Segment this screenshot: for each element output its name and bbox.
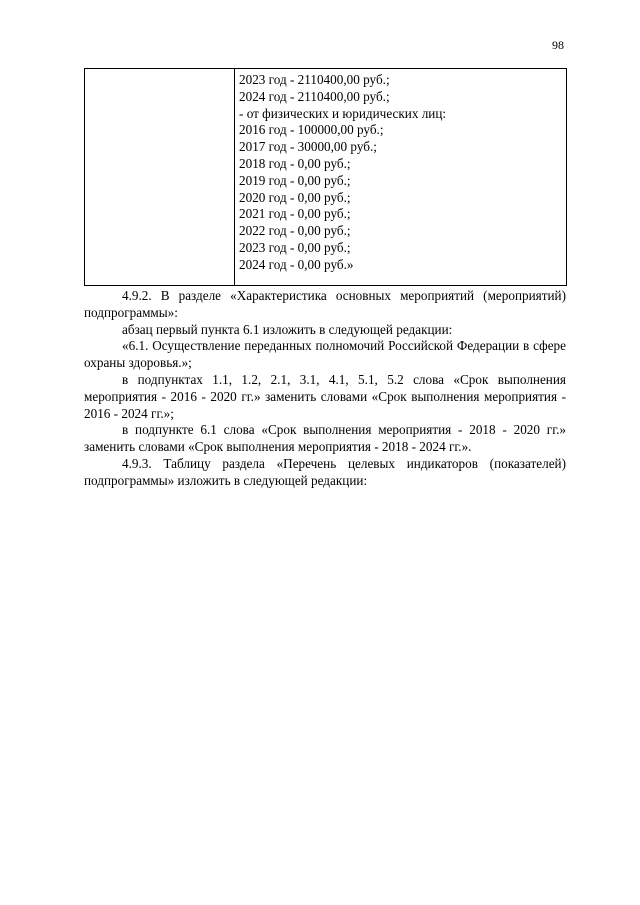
funding-line: 2024 год - 0,00 руб.» [239,256,354,272]
funding-line: 2022 год - 0,00 руб.; [239,223,351,239]
funding-line: - от физических и юридических лиц: [239,105,447,121]
paragraph-4-9-3: 4.9.3. Таблицу раздела «Перечень целевых индикаторов (показателей) подпрограммы» изложить в следующей редакции: [84,455,566,488]
paragraph-quote-6-1: «6.1. Осуществление переданных полномочий Российской Федерации в сфере охраны здоровья.»; [84,338,566,371]
document-body [84,288,566,490]
funding-line: 2016 год - 100000,00 руб.; [239,122,384,138]
table-cell-right [235,69,567,286]
funding-lines [235,69,566,274]
funding-line: 2023 год - 0,00 руб.; [239,239,351,255]
funding-line: 2021 год - 0,00 руб.; [239,206,351,222]
table-row [85,69,567,286]
table-cell-left [85,69,235,286]
funding-line: 2017 год - 30000,00 руб.; [239,139,377,155]
funding-line: 2024 год - 2110400,00 руб.; [239,88,390,104]
paragraph-first-of-6-1: абзац первый пункта 6.1 изложить в следующей редакции: [122,321,453,337]
page-number: 98 [552,38,564,52]
paragraph-subitems-replacement: в подпунктах 1.1, 1.2, 2.1, 3.1, 4.1, 5.1, 5.2 слова «Срок выполнения мероприятия - 2016 - 2020 гг.» заменить словами «Срок выполнения мероприятия - 2016 - 2024 гг.»; [84,371,566,421]
funding-line: 2020 год - 0,00 руб.; [239,189,351,205]
funding-line: 2023 год - 2110400,00 руб.; [239,72,390,87]
paragraph-4-9-2: 4.9.2. В разделе «Характеристика основных мероприятий (мероприятий) подпрограммы»: [84,288,566,320]
funding-table [84,68,567,286]
funding-line: 2019 год - 0,00 руб.; [239,172,351,188]
paragraph-6-1-replacement: в подпункте 6.1 слова «Срок выполнения мероприятия - 2018 - 2020 гг.» заменить словами «Срок выполнения мероприятия - 2018 - 2024 гг.». [84,422,566,455]
funding-line: 2018 год - 0,00 руб.; [239,155,351,171]
